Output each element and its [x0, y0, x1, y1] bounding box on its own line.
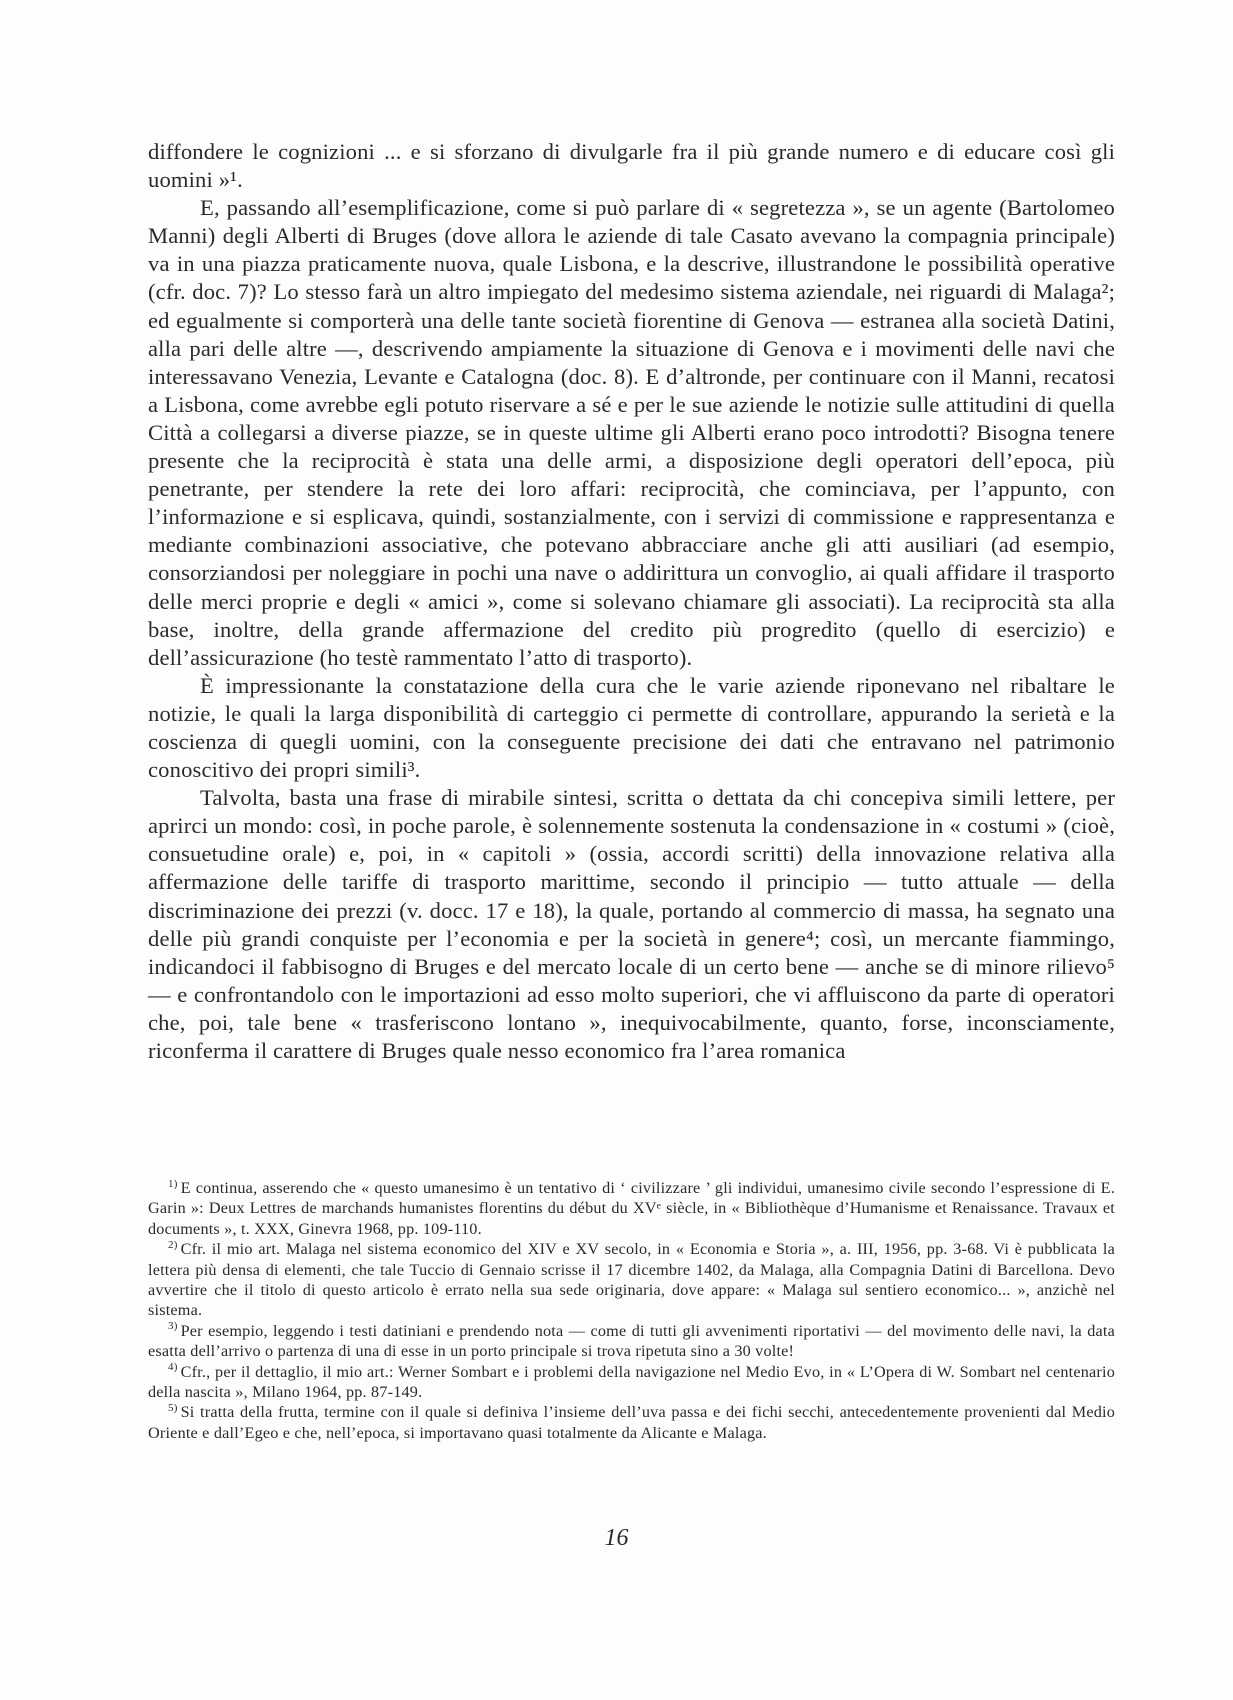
paragraph-3: È impressionante la constatazione della cura che le varie aziende riponevano nel ribaltare le notizie, le quali la larga disponibilità di carteggio ci permette di controllare, appurando la serietà e la coscienza di quegli uomini, con la conseguente precisione dei dati che entravano nel patrimonio conoscitivo dei propri simili³.: [148, 672, 1115, 783]
paragraph-1: diffondere le cognizioni ... e si sforzano di divulgarle fra il più grande numero e di educare così gli uomini »¹.: [148, 139, 1115, 193]
footnotes-section: [148, 1178, 1115, 1443]
footnote-1: [148, 1178, 1115, 1239]
footnote-mark: 2): [168, 1238, 178, 1251]
footnote-2: [148, 1239, 1115, 1321]
paragraph-4: Talvolta, basta una frase di mirabile sintesi, scritta o dettata da chi concepiva simili lettere, per aprirci un mondo: così, in poche parole, è solennemente sostenuta la condensazione in « costumi » (cioè, consuetudine orale) e, poi, in « capitoli » (ossia, accordi scritti) della innovazione relativa alla affermazione delle tariffe di trasporto marittime, secondo il principio — tutto attuale — della discriminazione dei prezzi (v. docc. 17 e 18), la quale, portando al commercio di massa, ha segnato una delle più grandi conquiste per l’economia e per la società in genere⁴; così, un mercante fiammingo, indicandoci il fabbisogno di Bruges e del mercato locale di un certo bene — anche se di minore rilievo⁵ — e confrontandolo con le importazioni ad esso molto superiori, che vi affluiscono da parte di operatori che, poi, tale bene « trasferiscono lontano », inequivocabilmente, quanto, forse, inconsciamente, riconferma il carattere di Bruges quale nesso economico fra l’area romanica: [148, 785, 1115, 1063]
main-body-text: [148, 138, 1115, 1065]
paragraph-2: E, passando all’esemplificazione, come si può parlare di « segretezza », se un agente (Bartolomeo Manni) degli Alberti di Bruges (dove allora le aziende di tale Casato avevano la compagnia principale) va in una piazza praticamente nuova, quale Lisbona, e la descrive, illustrandone le possibilità operative (cfr. doc. 7)? Lo stesso farà un altro impiegato del medesimo sistema aziendale, nei riguardi di Malaga²; ed egualmente si comporterà una delle tante società fiorentine di Genova — estranea alla società Datini, alla pari delle altre —, descrivendo ampiamente la situazione di Genova e i movimenti delle navi che interessavano Venezia, Levante e Catalogna (doc. 8). E d’altronde, per continuare con il Manni, recatosi a Lisbona, come avrebbe egli potuto riservare a sé e per le sue aziende le notizie sulle attitudini di quella Città a collegarsi a diverse piazze, se in queste ultime gli Alberti erano poco introdotti? Bisogna tenere presente che la reciprocità è stata una delle armi, a disposizione degli operatori dell’epoca, più penetrante, per stendere la rete dei loro affari: reciprocità, che cominciava, per l’appunto, con l’informazione e si esplicava, quindi, sostanzialmente, con i servizi di commissione e rappresentanza e mediante combinazioni associative, che potevano abbracciare anche gli atti ausiliari (ad esempio, consorziandosi per noleggiare in pochi una nave o addirittura un convoglio, ai quali affidare il trasporto delle merci proprie e degli « amici », come si solevano chiamare gli associati). La reciprocità sta alla base, inoltre, della grande affermazione del credito più progredito (quello di esercizio) e dell’assicurazione (ho testè rammentato l’atto di trasporto).: [148, 195, 1115, 670]
footnote-3: [148, 1321, 1115, 1362]
footnote-text: Cfr., per il dettaglio, il mio art.: Werner Sombart e i problemi della navigazione nel Medio Evo, in « L’Opera di W. Sombart nel centenario della nascita », Milano 1964, pp. 87-149.: [148, 1362, 1115, 1402]
page-number: 16: [604, 1525, 629, 1551]
footnote-text: Si tratta della frutta, termine con il quale si definiva l’insieme dell’uva passa e dei fichi secchi, antecedentemente provenienti dal Medio Oriente e dall’Egeo e che, nell’epoca, si importavano quasi totalmente da Alicante e Malaga.: [148, 1403, 1115, 1442]
footnote-mark: 3): [168, 1320, 178, 1333]
footnote-mark: 4): [168, 1361, 178, 1374]
footnote-text: Cfr. il mio art. Malaga nel sistema economico del XIV e XV secolo, in « Economia e Storia », a. III, 1956, pp. 3-68. Vi è pubblicata la lettera più densa di elementi, che tale Tuccio di Gennaio scrisse il 17 dicembre 1402, da Malaga, alla Compagnia Datini di Barcellona. Devo avvertire che il titolo di questo articolo è errato nella sua sede originaria, dove appare: « Malaga sul sentiero economico... », anzichè nel sistema.: [148, 1240, 1115, 1320]
footnote-text: Per esempio, leggendo i testi datiniani e prendendo nota — come di tutti gli avvenimenti riportativi — del movimento delle navi, la data esatta dell’arrivo o partenza di una di esse in un porto principale si trova ripetuta sino a 30 volte!: [148, 1321, 1115, 1361]
footnote-mark: 5): [168, 1402, 178, 1415]
footnote-5: [148, 1402, 1115, 1443]
footnote-mark: 1): [168, 1177, 178, 1190]
footnote-4: [148, 1362, 1115, 1403]
footnote-text: E continua, asserendo che « questo umanesimo è un tentativo di ‘ civilizzare ’ gli individui, umanesimo civile secondo l’espressione di E. Garin »: Deux Lettres de marchands humanistes florentins du début du XVᵉ siècle, in « Bibliothèque d’Humanisme et Renaissance. Travaux et documents », t. XXX, Ginevra 1968, pp. 109-110.: [148, 1179, 1115, 1238]
